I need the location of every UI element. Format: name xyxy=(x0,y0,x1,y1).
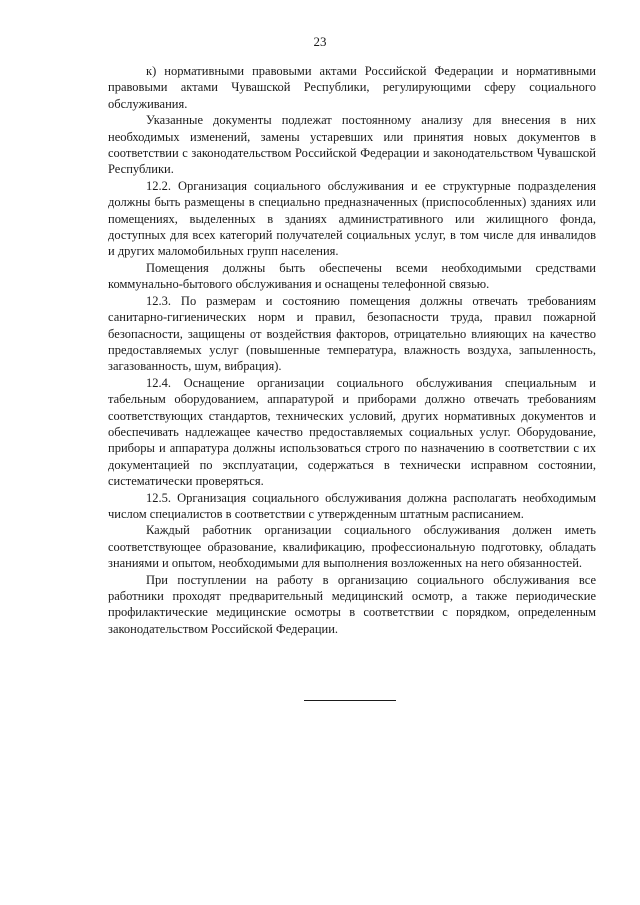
page-number: 23 xyxy=(313,34,327,49)
paragraph-item-k: к) нормативными правовыми актами Российской Федерации и нормативными правовыми актами Чувашской Республики, регулирующими сферу социального обслуживания. xyxy=(108,64,596,111)
end-separator-line xyxy=(304,700,396,701)
paragraph-documents-analysis: Указанные документы подлежат постоянному анализу для внесения в них необходимых изменений, замены устаревших или принятия новых документов в соответствии с законодательством Российской Федерации и законодательством Чувашской Республики. xyxy=(108,113,596,177)
paragraph-medical-examination: При поступлении на работу в организацию социального обслуживания все работники проходят предварительный медицинский осмотр, а также периодические профилактические медицинские осмотры в соответствии с порядком, определенным законодательством Российской Федерации. xyxy=(108,572,596,636)
paragraph-employee-qualification: Каждый работник организации социального обслуживания должен иметь соответствующее образование, квалификацию, профессиональную подготовку, обладать знаниями и опытом, необходимыми для выполнения возложенных на него обязанностей. xyxy=(108,523,596,571)
paragraph-12-3: 12.3. По размерам и состоянию помещения должны отвечать требованиям санитарно-гигиенических норм и правил, безопасности труда, правил пожарной безопасности, защищены от воздействия факторов, отрицательно влияющих на качество предоставляемых услуг (повышенные температура, влажность воздуха, запыленность, загазованность, шум, вибрация). xyxy=(108,293,596,374)
paragraph-12-2: 12.2. Организация социального обслуживания и ее структурные подразделения должны быть размещены в специально предназначенных (приспособленных) зданиях или помещениях, выделенных в зданиях административного или жилищного фонда, доступных для всех категорий получателей социальных услуг, в том числе для инвалидов и других маломобильных групп населения. xyxy=(108,178,596,259)
paragraph-12-4: 12.4. Оснащение организации социального обслуживания специальным и табельным оборудованием, аппаратурой и приборами должно отвечать требованиям соответствующих стандартов, технических условий, других нормативных документов и обеспечивать надлежащее качество предоставляемых социальных услуг. Оборудование, приборы и аппаратура должны использоваться строго по назначению в соответствии с их документацией по эксплуатации, содержаться в технически исправном состоянии, систематически проверяться. xyxy=(108,375,596,489)
body-text xyxy=(108,63,596,637)
paragraph-premises-equipment: Помещения должны быть обеспечены всеми необходимыми средствами коммунально-бытового обслуживания и оснащены телефонной связью. xyxy=(108,260,596,292)
paragraph-12-5: 12.5. Организация социального обслуживания должна располагать необходимым числом специалистов в соответствии с утвержденным штатным расписанием. xyxy=(108,490,596,521)
